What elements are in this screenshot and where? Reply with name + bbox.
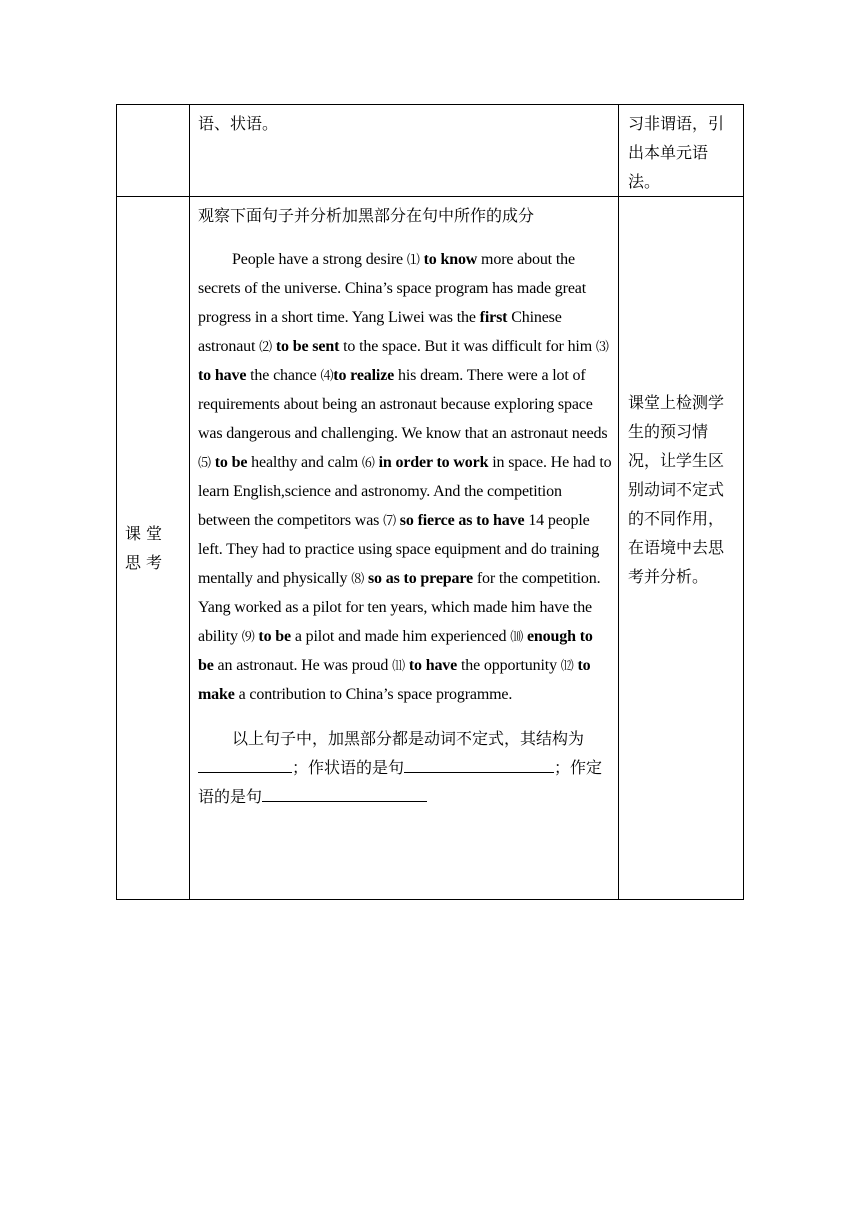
item-number: ⑼ xyxy=(241,629,255,644)
question-text: 以上句子中，加黑部分都是动词不定式，其结构为 xyxy=(232,729,585,748)
item-number: ⑺ xyxy=(383,513,396,528)
row1-design-intent-cell: 习非谓语，引出本单元语法。 xyxy=(619,105,744,197)
adverbial-answer-blank[interactable] xyxy=(404,754,554,773)
item-number: ⑷ xyxy=(320,368,334,383)
passage-text: a pilot and made him experienced xyxy=(290,628,511,645)
row1-content-cell: 语、状语。 xyxy=(190,105,619,197)
reading-passage xyxy=(198,245,612,709)
item-number: ⑿ xyxy=(560,658,574,673)
bold-infinitive: to be xyxy=(210,454,248,471)
passage-text: for the competition. Yang worked as a pilot for ten years, which made him have the ability xyxy=(198,570,601,645)
item-number: ⑴ xyxy=(406,252,420,267)
passage-text: the opportunity xyxy=(457,657,561,674)
item-number: ⑹ xyxy=(361,455,375,470)
bold-infinitive: enough to be xyxy=(198,628,593,674)
bold-infinitive: in order to work xyxy=(374,454,489,471)
passage-text: healthy and calm xyxy=(247,454,362,471)
row1-label-cell xyxy=(117,105,190,197)
passage-text: 14 people left. They had to practice using space equipment and do training mentally and physically xyxy=(198,512,600,587)
item-number: ⑽ xyxy=(510,629,524,644)
bold-infinitive: to be xyxy=(254,628,291,645)
passage-text: in space. He had to learn English,science and astronomy. And the competition between the competitors was xyxy=(198,454,612,529)
question-text: ；作定语的是句 xyxy=(198,758,603,806)
fill-in-question xyxy=(198,724,612,811)
lesson-plan-table xyxy=(116,104,744,900)
passage-text: a contribution to China’s space programme. xyxy=(234,686,513,703)
item-number: ⑵ xyxy=(259,339,273,354)
bold-infinitive: so as to prepare xyxy=(364,570,473,587)
bold-infinitive: to have xyxy=(404,657,458,674)
section-label: 课堂思考 xyxy=(125,524,168,572)
bold-infinitive: to know xyxy=(419,251,478,268)
row2-content-cell xyxy=(190,197,619,900)
passage-text: to the space. But it was difficult for him xyxy=(339,338,596,355)
bold-infinitive: so fierce as to have xyxy=(395,512,525,529)
row2-label-cell xyxy=(117,197,190,900)
bold-word: first xyxy=(479,309,508,326)
item-number: ⑻ xyxy=(351,571,365,586)
passage-text: an astronaut. He was proud xyxy=(213,657,393,674)
item-number: ⑸ xyxy=(198,455,211,470)
item-number: ⑾ xyxy=(392,658,405,673)
bold-infinitive: to be sent xyxy=(272,338,340,355)
item-number: ⑶ xyxy=(595,339,609,354)
question-text: ；作状语的是句 xyxy=(292,758,405,777)
row2-design-intent-cell xyxy=(619,197,744,900)
passage-text: People have a strong desire xyxy=(232,251,407,268)
bold-infinitive: to realize xyxy=(333,367,395,384)
task-instruction: 观察下面句子并分析加黑部分在句中所作的成分 xyxy=(198,206,535,225)
table-row xyxy=(117,105,744,197)
passage-text: his dream. There were a lot of requirements about being an astronaut because exploring space was dangerous and challenging. We know that an astronaut needs xyxy=(198,367,608,442)
structure-answer-blank[interactable] xyxy=(198,754,292,773)
bold-infinitive: to make xyxy=(198,657,591,703)
table-row xyxy=(117,197,744,900)
attributive-answer-blank[interactable] xyxy=(262,783,427,802)
design-intent-note: 课堂上检测学生的预习情况，让学生区别动词不定式的不同作用，在语境中去思考并分析。 xyxy=(628,392,725,586)
passage-text: Chinese astronaut xyxy=(198,309,562,355)
passage-text: more about the secrets of the universe. China’s space program has made great progress in a short time. Yang Liwei was the xyxy=(198,251,587,326)
passage-text: the chance xyxy=(246,367,321,384)
bold-infinitive: to have xyxy=(198,367,247,384)
